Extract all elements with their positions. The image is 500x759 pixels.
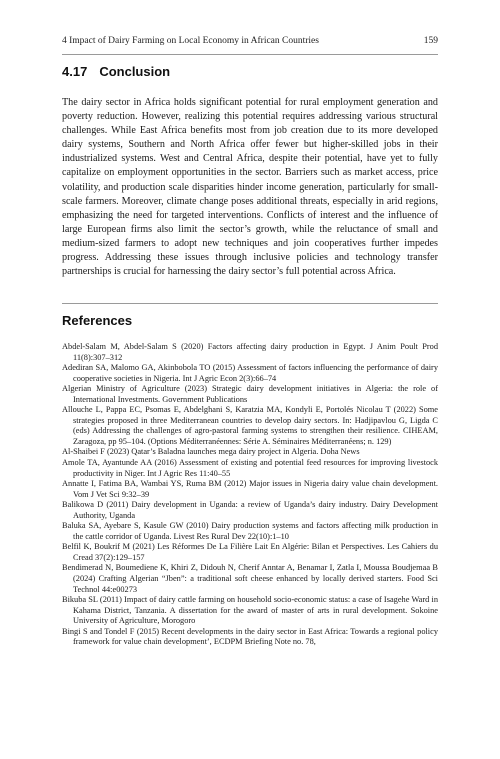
reference-item: Al-Shaibei F (2023) Qatar’s Baladna launches mega dairy project in Algeria. Doha News bbox=[62, 447, 360, 457]
reference-item: Abdel-Salam M, Abdel-Salam S (2020) Factors affecting dairy production in Egypt. J Anim Poult Prod 11(8):307–312 bbox=[62, 342, 438, 362]
reference-item: Baluka SA, Ayebare S, Kasule GW (2010) Dairy production systems and factors affecting milk production in the cattle corridor of Uganda. Livest Res Rural Dev 22(10):1–10 bbox=[62, 521, 438, 541]
reference-item: Algerian Ministry of Agriculture (2023) Strategic dairy development initiatives in Algeria: the role of International Investments. Government Publications bbox=[62, 384, 438, 404]
reference-item: Bendimerad N, Boumediene K, Khiri Z, Didouh N, Cherif Anntar A, Benamar I, Zatla I, Moussa Boudjemaa B (2024) Crafting Algerian “Jben”: a traditional soft cheese enhanced by locally derived starters. Food Sci Technol 44:e00273 bbox=[62, 563, 438, 594]
reference-item: Bikuba SL (2011) Impact of dairy cattle farming on household socio-economic status: a case of Isagehe Ward in Kahama District, Tanzania. A dissertation for the award of master of arts in rural development. Sokoine University of Agriculture, Morogoro bbox=[62, 595, 438, 626]
section-title: Conclusion bbox=[99, 64, 171, 79]
reference-item: Adediran SA, Malomo GA, Akinbobola TO (2015) Assessment of factors influencing the performance of dairy cooperative societies in Nigeria. Int J Agric Econ 2(3):66–74 bbox=[62, 363, 438, 383]
chapter-title: 4 Impact of Dairy Farming on Local Economy in African Countries bbox=[62, 36, 319, 46]
reference-list bbox=[62, 342, 438, 648]
reference-item: Annatte I, Fatima BA, Wambai YS, Ruma BM (2012) Major issues in Nigeria dairy value chain development. Vom J Vet Sci 9:32–39 bbox=[62, 479, 438, 499]
references-heading: References bbox=[62, 313, 133, 328]
reference-item: Allouche L, Pappa EC, Psomas E, Abdelghani S, Karatzia MA, Kondyli E, Portolés Nicolau T (2022) Some strategies proposed in three Mediterranean countries to develop dairy sectors. In: Hadjipavlou G, Ligda C (eds) Addressing the challenges of agro-pastoral farming systems to strengthen their resilience. CIHEAM, Zaragoza, pp 95–104. (Options Méditerranéennes: Série A. Séminaires Méditerranéens; n. 129) bbox=[62, 405, 438, 446]
section-heading bbox=[62, 64, 170, 79]
running-header bbox=[62, 36, 438, 50]
section-number: 4.17 bbox=[62, 64, 88, 79]
page-number: 159 bbox=[423, 36, 438, 46]
reference-item: Belfil K, Boukrif M (2021) Les Réformes De La Filière Lait En Algérie: Bilan et Perspectives. Les Cahiers du Cread 37(2):129–157 bbox=[62, 542, 438, 562]
reference-item: Amole TA, Ayantunde AA (2016) Assessment of existing and potential feed resources for improving livestock productivity in Niger. Int J Agric Res 11:40–55 bbox=[62, 458, 438, 478]
reference-item: Bingi S and Tondel F (2015) Recent developments in the dairy sector in East Africa: Towards a regional policy framework for value chain development’, ECDPM Briefing Note no. 78, bbox=[62, 626, 438, 647]
reference-item: Balikowa D (2011) Dairy development in Uganda: a review of Uganda’s dairy industry. Dairy Development Authority, Uganda bbox=[62, 500, 438, 520]
conclusion-paragraph: The dairy sector in Africa holds significant potential for rural employment generation and poverty reduction. However, realizing this potential requires addressing various structural challenges. While East Africa benefits most from job creation due to its more developed dairy systems, Southern and North Africa offer fewer but higher-skilled jobs in their industrialized systems. West and Central Africa, despite their potential, have yet to fully capitalize on employment opportunities in the sector. Barriers such as market access, price volatility, and production scale disparities hinder income generation, particularly for small-scale farmers. Moreover, climate change poses additional threats, especially in arid regions, emphasizing the need for targeted interventions. Conflicts of interest and the influence of large European firms also limit the sector’s growth, while the reluctance of small and medium-sized farmers to adopt new techniques and join cooperatives further impedes progress. Addressing these issues through inclusive policies and technology transfer partnerships is crucial for harnessing the dairy sector’s full potential across Africa. bbox=[62, 97, 438, 278]
section-rule bbox=[62, 303, 438, 304]
header-rule bbox=[62, 54, 438, 55]
